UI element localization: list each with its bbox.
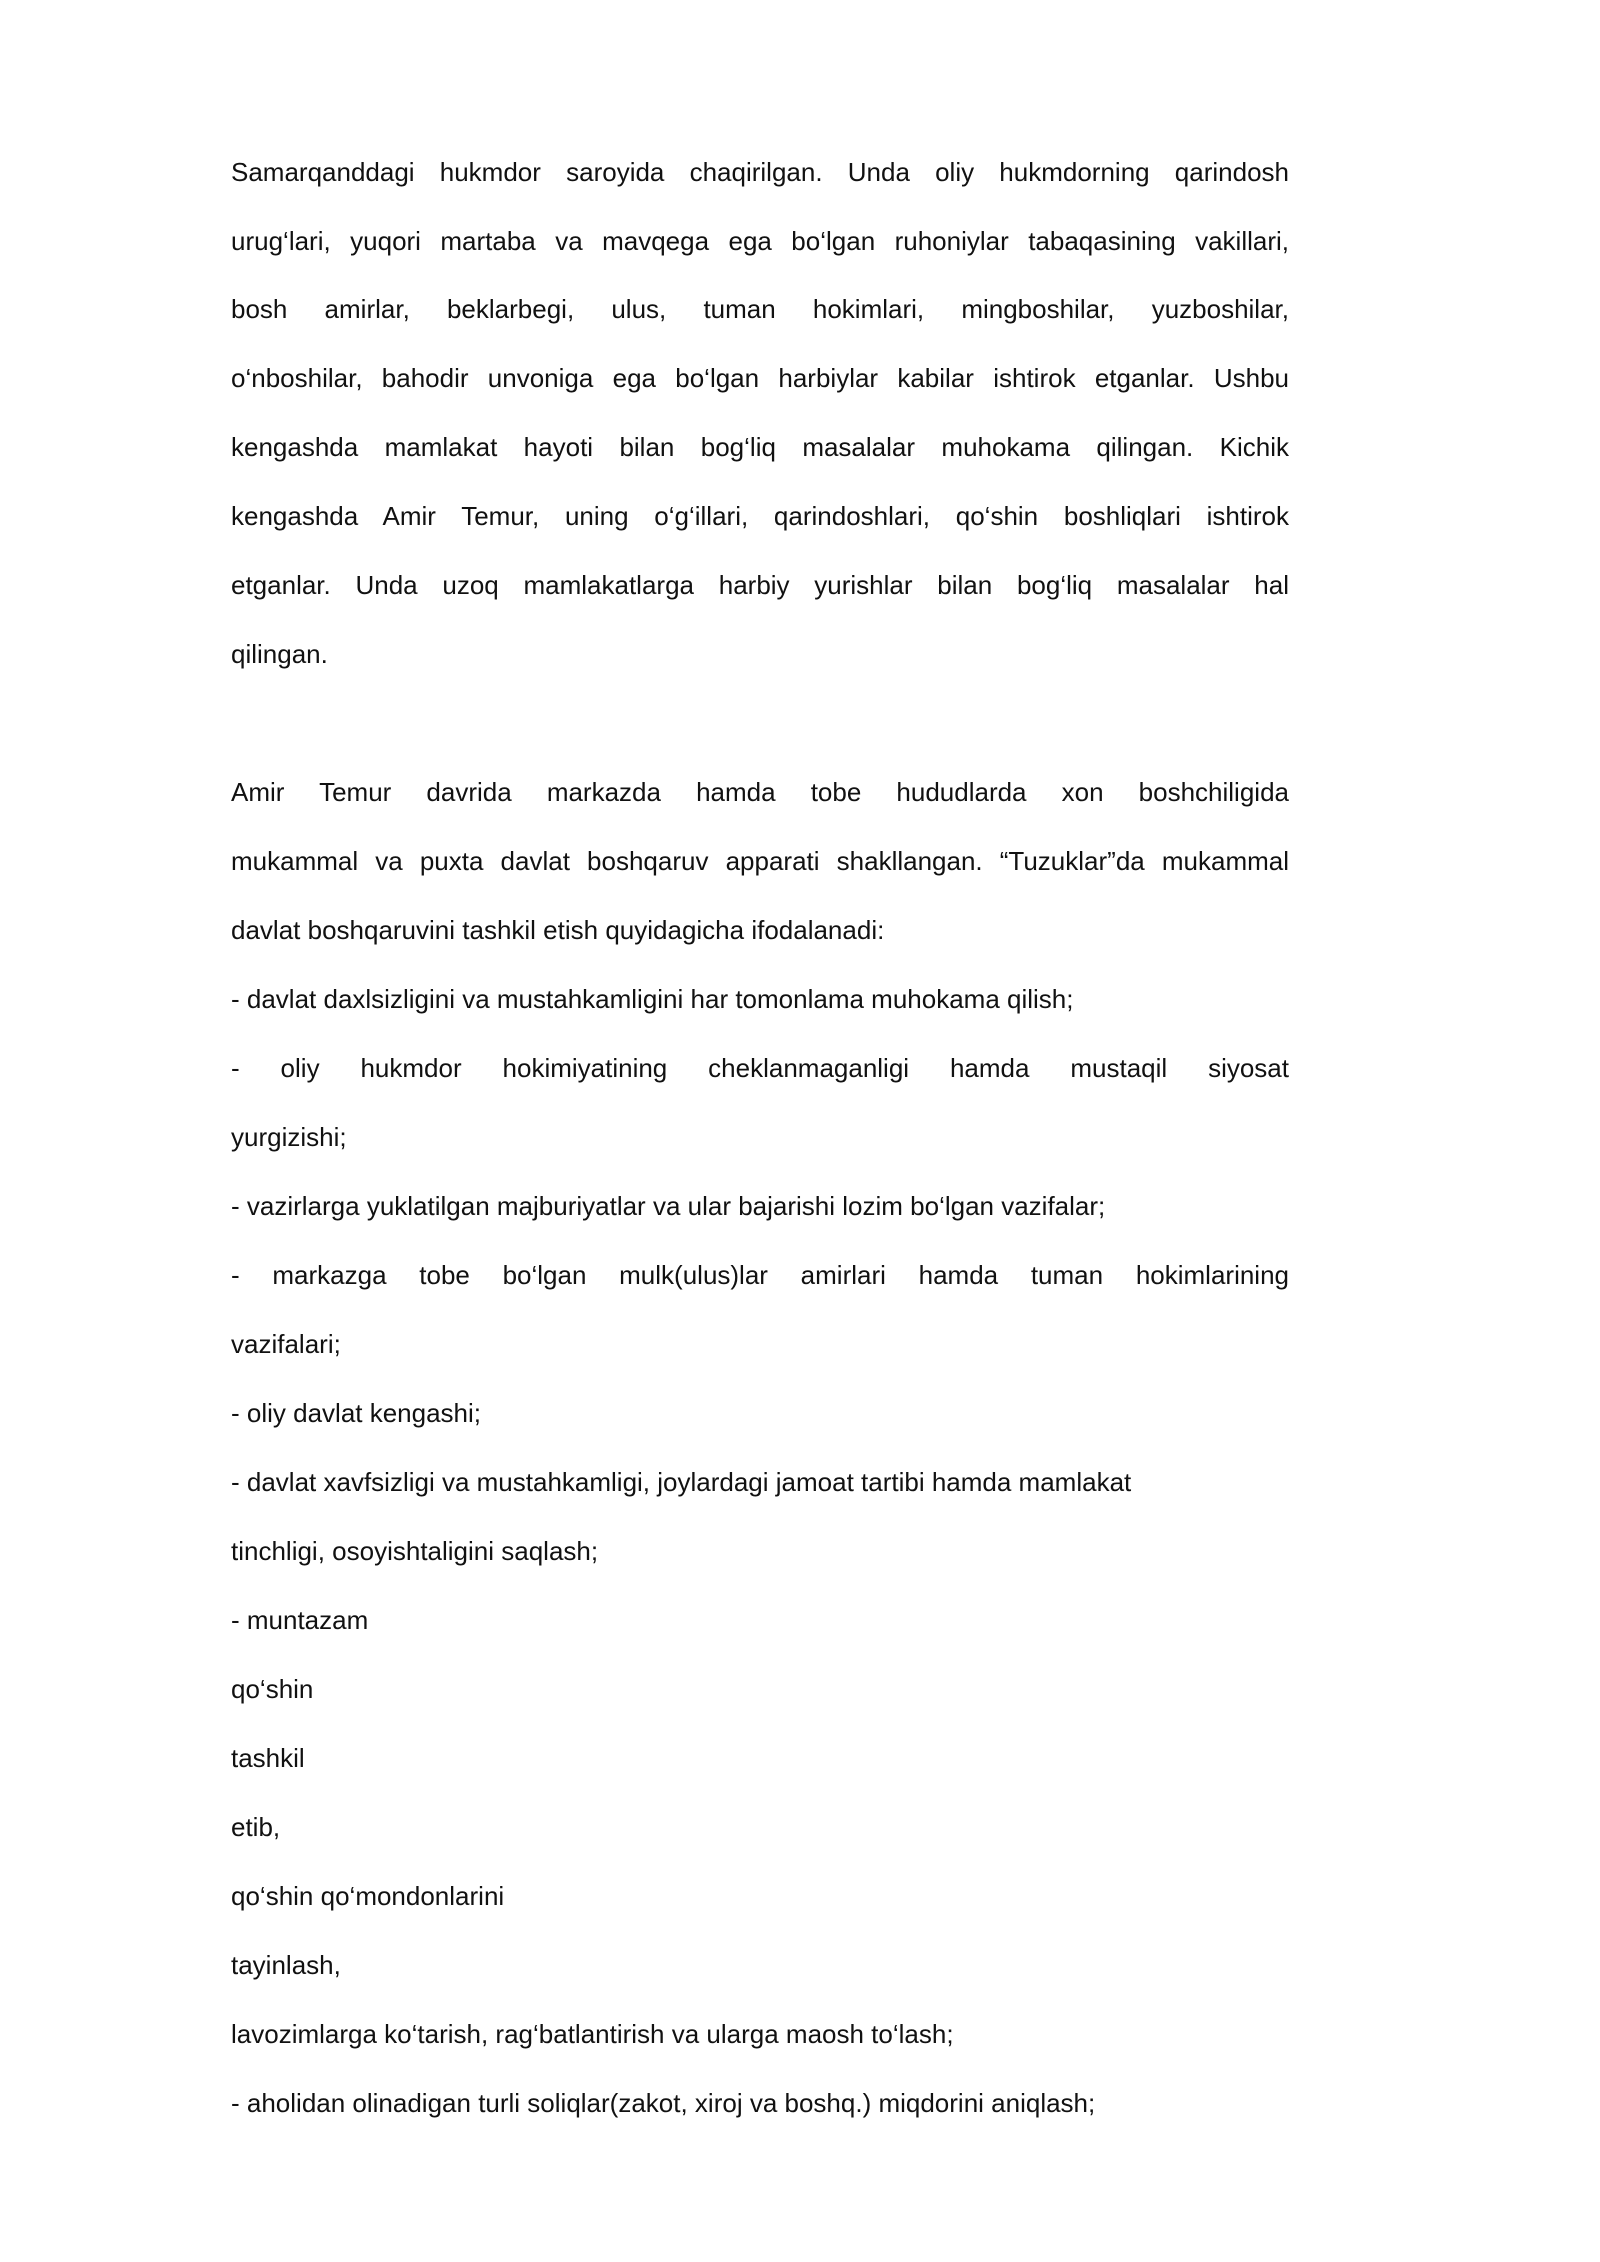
list-item-line: - davlat xavfsizligi va mustahkamligi, joylardagi jamoat tartibi hamda mamlakat <box>231 1467 1132 1497</box>
paragraph-2-line-3: davlat boshqaruvini tashkil etish quyidagicha ifodalanadi: <box>231 915 885 945</box>
list-item-line: qo‘shin <box>231 1674 314 1704</box>
list-item-line: - oliy hukmdor hokimiyatining cheklanmaganligi hamda mustaqil siyosat <box>231 1053 1289 1083</box>
list-item-line: - oliy davlat kengashi; <box>231 1398 482 1428</box>
list-item-line: tinchligi, osoyishtaligini saqlash; <box>231 1536 599 1566</box>
list-item-line: - davlat daxlsizligini va mustahkamligini har tomonlama muhokama qilish; <box>231 984 1074 1014</box>
list-item-line: yurgizishi; <box>231 1122 347 1152</box>
paragraph-1-line-3: bosh amirlar, beklarbegi, ulus, tuman hokimlari, mingboshilar, yuzboshilar, <box>231 294 1289 324</box>
list-item-line: tashkil <box>231 1743 305 1773</box>
paragraph-1-line-1: Samarqanddagi hukmdor saroyida chaqirilgan. Unda oliy hukmdorning qarindosh <box>231 157 1289 187</box>
paragraph-1-line-2: urug‘lari, yuqori martaba va mavqega ega bo‘lgan ruhoniylar tabaqasining vakillari, <box>231 226 1289 256</box>
paragraph-2-line-1: Amir Temur davrida markazda hamda tobe hududlarda xon boshchiligida <box>231 777 1289 807</box>
list-item-line: - markazga tobe bo‘lgan mulk(ulus)lar amirlari hamda tuman hokimlarining <box>231 1260 1289 1290</box>
list-item-line: lavozimlarga ko‘tarish, rag‘batlantirish va ularga maosh to‘lash; <box>231 2019 954 2049</box>
list-item-line: etib, <box>231 1812 281 1842</box>
paragraph-1-line-4: o‘nboshilar, bahodir unvoniga ega bo‘lgan harbiylar kabilar ishtirok etganlar. Ushbu <box>231 363 1289 393</box>
paragraph-1-line-8: qilingan. <box>231 639 328 669</box>
list-item-line: vazifalari; <box>231 1329 341 1359</box>
paragraph-1-line-5: kengashda mamlakat hayoti bilan bog‘liq masalalar muhokama qilingan. Kichik <box>231 432 1289 462</box>
paragraph-1-line-7: etganlar. Unda uzoq mamlakatlarga harbiy yurishlar bilan bog‘liq masalalar hal <box>231 570 1289 600</box>
paragraph-2-line-2: mukammal va puxta davlat boshqaruv apparati shakllangan. “Tuzuklar”da mukammal <box>231 846 1289 876</box>
list-item-line: - muntazam <box>231 1605 369 1635</box>
list-item-line: - aholidan olinadigan turli soliqlar(zakot, xiroj va boshq.) miqdorini aniqlash; <box>231 2088 1096 2118</box>
list-item-line: tayinlash, <box>231 1950 341 1980</box>
list-item-line: qo‘shin qo‘mondonlarini <box>231 1881 505 1911</box>
paragraph-1-line-6: kengashda Amir Temur, uning o‘g‘illari, qarindoshlari, qo‘shin boshliqlari ishtirok <box>231 501 1289 531</box>
list-item-line: - vazirlarga yuklatilgan majburiyatlar va ular bajarishi lozim bo‘lgan vazifalar; <box>231 1191 1106 1221</box>
